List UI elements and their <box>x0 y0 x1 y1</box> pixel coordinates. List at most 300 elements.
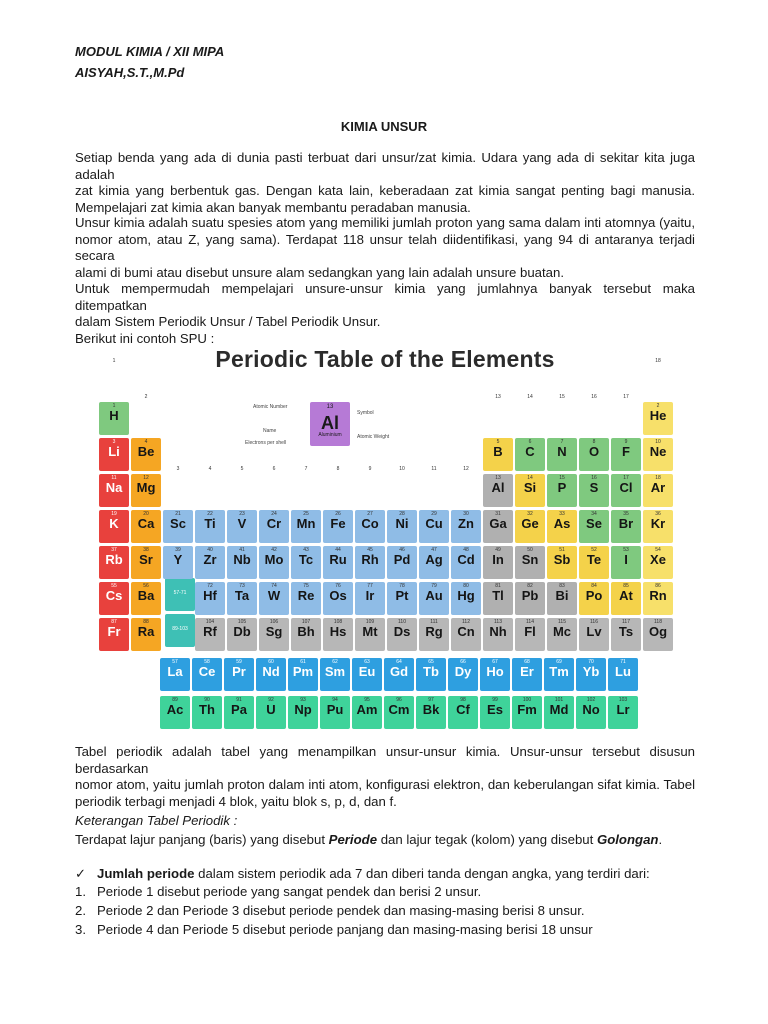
atomic-number: 105 <box>237 619 247 625</box>
lanthanide-cell <box>224 658 254 691</box>
legend-symbol: Al <box>321 413 339 433</box>
element-symbol: At <box>619 588 633 603</box>
element-cell <box>547 474 577 507</box>
element-cell <box>483 582 513 615</box>
element-symbol: La <box>167 664 183 679</box>
list-text: Periode 2 dan Periode 3 disebut periode pendek dan masing-masing berisi 8 unsur. <box>97 903 585 918</box>
atomic-number: 50 <box>527 547 533 553</box>
text-line: Setiap benda yang ada di dunia pasti terbuat dari unsur/zat kimia. Udara yang ada di sekitar kita juga adalah <box>75 150 695 182</box>
element-symbol: Sb <box>553 552 571 567</box>
atomic-number: 86 <box>655 583 661 589</box>
element-cell <box>131 474 161 507</box>
element-cell <box>579 438 609 471</box>
element-cell <box>99 474 129 507</box>
atomic-number: 96 <box>396 697 402 703</box>
element-cell <box>611 474 641 507</box>
group-number: 16 <box>591 394 597 400</box>
element-symbol: No <box>582 702 600 717</box>
element-symbol: Cs <box>105 588 123 603</box>
element-symbol: Rf <box>203 624 217 639</box>
atomic-number: 26 <box>335 511 341 517</box>
element-symbol: Lr <box>616 702 630 717</box>
atomic-number: 20 <box>143 511 149 517</box>
element-symbol: Os <box>329 588 347 603</box>
element-symbol: Pt <box>395 588 409 603</box>
element-symbol: H <box>109 408 119 423</box>
element-cell <box>387 510 417 543</box>
text-line: nomor atom, yaitu jumlah proton dalam inti atom, konfigurasi elektron, dan keberulangan sifat kimia. Tabel <box>75 777 695 792</box>
atomic-number: 43 <box>303 547 309 553</box>
lanthanide-cell <box>192 658 222 691</box>
element-symbol: Ce <box>198 664 216 679</box>
element-cell <box>227 582 257 615</box>
element-symbol: Pr <box>232 664 246 679</box>
atomic-number: 63 <box>364 659 370 665</box>
group-number: 11 <box>431 466 437 472</box>
atomic-number: 103 <box>618 697 628 703</box>
atomic-number: 61 <box>300 659 306 665</box>
element-symbol: Mc <box>552 624 572 639</box>
element-cell <box>419 510 449 543</box>
atomic-number: 16 <box>591 475 597 481</box>
text-span: dalam sistem periodik ada 7 dan diberi tanda dengan angka, yang terdiri dari: <box>194 866 650 881</box>
atomic-number: 81 <box>495 583 501 589</box>
atomic-number: 109 <box>365 619 375 625</box>
lanthanide-placeholder: 57-71 <box>165 578 195 611</box>
element-symbol: Cf <box>456 702 470 717</box>
group-number: 5 <box>240 466 244 472</box>
atomic-number: 111 <box>430 619 438 625</box>
element-symbol: As <box>553 516 571 531</box>
atomic-number: 9 <box>624 439 628 445</box>
element-cell <box>611 618 641 651</box>
text-line: Tabel periodik adalah tabel yang menampilkan unsur-unsur kimia. Unsur-unsur tersebut disusun berdasarkan <box>75 744 695 776</box>
atomic-number: 98 <box>460 697 466 703</box>
actinide-cell <box>160 696 190 729</box>
lanthanide-cell <box>288 658 318 691</box>
paragraph-spu <box>75 281 695 347</box>
atomic-number: 101 <box>554 697 564 703</box>
atomic-number: 76 <box>335 583 341 589</box>
atomic-number: 25 <box>303 511 309 517</box>
element-cell <box>451 618 481 651</box>
element-cell <box>547 510 577 543</box>
element-cell <box>99 402 129 435</box>
atomic-number: 52 <box>591 547 597 553</box>
atomic-number: 21 <box>175 511 181 517</box>
atomic-number: 13 <box>495 475 501 481</box>
element-cell <box>515 582 545 615</box>
atomic-number: 54 <box>655 547 661 553</box>
element-cell <box>419 618 449 651</box>
lanthanide-cell <box>544 658 574 691</box>
text-line: dalam Sistem Periodik Unsur / Tabel Periodik Unsur. <box>75 314 381 329</box>
atomic-number: 110 <box>398 619 406 625</box>
element-cell <box>643 474 673 507</box>
element-cell <box>419 546 449 579</box>
group-number: 10 <box>399 466 405 472</box>
element-symbol: Pa <box>231 702 247 717</box>
element-symbol: Gd <box>389 664 409 679</box>
atomic-number: 104 <box>205 619 215 625</box>
group-number: 14 <box>527 394 533 400</box>
element-cell <box>131 510 161 543</box>
element-symbol: N <box>557 444 567 459</box>
atomic-number: 73 <box>239 583 245 589</box>
element-symbol: Ne <box>649 444 667 459</box>
element-symbol: Rg <box>425 624 443 639</box>
author-name: AISYAH,S.T.,M.Pd <box>75 65 185 80</box>
checkmark-icon: ✓ <box>75 866 87 881</box>
element-cell <box>643 618 673 651</box>
element-symbol: Zn <box>458 516 474 531</box>
atomic-number: 56 <box>143 583 149 589</box>
element-symbol: Es <box>487 702 503 717</box>
periodic-table-figure <box>95 346 675 732</box>
text-line: Untuk mempermudah mempelajari unsure-unsur kimia yang jumlahnya banyak tersebut maka ditempatkan <box>75 281 695 313</box>
atomic-number: 49 <box>495 547 501 553</box>
text-line: Berikut ini contoh SPU : <box>75 330 215 346</box>
element-symbol: Er <box>520 664 534 679</box>
group-number: 9 <box>368 466 372 472</box>
text-line: zat kimia yang berbentuk gas. Dengan kata lain, keberadaan zat kimia sangat penting bagi manusia. <box>75 183 695 198</box>
element-cell <box>259 618 289 651</box>
element-symbol: Sn <box>521 552 539 567</box>
element-symbol: Ga <box>489 516 507 531</box>
element-symbol: P <box>557 480 567 495</box>
element-symbol: Re <box>297 588 315 603</box>
element-symbol: Tl <box>492 588 504 603</box>
actinide-placeholder: 89-103 <box>165 614 195 647</box>
atomic-number: 117 <box>622 619 630 625</box>
group-number: 3 <box>176 466 180 472</box>
element-symbol: Cm <box>388 702 410 717</box>
element-symbol: Fl <box>524 624 536 639</box>
element-cell <box>163 546 193 579</box>
atomic-number: 51 <box>559 547 565 553</box>
atomic-number: 32 <box>527 511 533 517</box>
list-text: Periode 1 disebut periode yang sangat pendek dan berisi 2 unsur. <box>97 884 482 899</box>
element-symbol: Ho <box>486 664 504 679</box>
element-cell <box>195 618 225 651</box>
atomic-number: 72 <box>207 583 213 589</box>
element-symbol: Rn <box>649 588 667 603</box>
element-symbol: Lv <box>586 624 602 639</box>
atomic-number: 38 <box>143 547 149 553</box>
atomic-number: 113 <box>494 619 502 625</box>
atomic-number: 84 <box>591 583 597 589</box>
element-cell <box>451 546 481 579</box>
atomic-number: 89 <box>172 697 178 703</box>
element-symbol: Am <box>356 702 378 717</box>
element-symbol: Hg <box>457 588 475 603</box>
group-number: 7 <box>304 466 308 472</box>
element-cell <box>611 438 641 471</box>
atomic-number: 62 <box>332 659 338 665</box>
actinide-cell <box>384 696 414 729</box>
element-symbol: Ra <box>137 624 155 639</box>
term-golongan: Golongan <box>596 832 659 847</box>
atomic-number: 22 <box>207 511 213 517</box>
element-symbol: Fr <box>107 624 121 639</box>
atomic-number: 34 <box>591 511 597 517</box>
element-symbol: Nd <box>262 664 280 679</box>
element-cell <box>579 582 609 615</box>
element-symbol: Tm <box>549 664 569 679</box>
group-number: 13 <box>495 394 501 400</box>
atomic-number: 75 <box>303 583 309 589</box>
element-symbol: Hs <box>329 624 347 639</box>
element-symbol: Si <box>523 480 537 495</box>
element-symbol: Cl <box>619 480 633 495</box>
element-cell <box>163 510 193 543</box>
atomic-number: 88 <box>143 619 149 625</box>
atomic-number: 42 <box>271 547 277 553</box>
element-cell <box>291 510 321 543</box>
term-periode: Periode <box>328 832 378 847</box>
atomic-number: 108 <box>333 619 343 625</box>
group-number: 2 <box>144 394 148 400</box>
element-cell <box>547 546 577 579</box>
atomic-number: 27 <box>367 511 373 517</box>
element-cell <box>579 510 609 543</box>
atomic-number: 58 <box>204 659 210 665</box>
actinide-cell <box>576 696 606 729</box>
lanthanide-cell <box>448 658 478 691</box>
element-cell <box>99 510 129 543</box>
element-symbol: Cr <box>266 516 282 531</box>
keterangan-heading: Keterangan Tabel Periodik : <box>75 813 238 828</box>
legend-number: 13 <box>326 404 334 410</box>
atomic-number: 116 <box>590 619 598 625</box>
element-cell <box>131 546 161 579</box>
element-cell <box>547 438 577 471</box>
group-number: 12 <box>463 466 469 472</box>
atomic-number: 36 <box>655 511 661 517</box>
actinide-cell <box>544 696 574 729</box>
element-symbol: Fe <box>330 516 346 531</box>
element-cell <box>419 582 449 615</box>
element-cell <box>579 474 609 507</box>
element-symbol: Pu <box>326 702 344 717</box>
element-symbol: Tc <box>298 552 314 567</box>
text-line: periodik terbagi menjadi 4 blok, yaitu blok s, p, d, dan f. <box>75 793 397 809</box>
element-symbol: Sr <box>139 552 153 567</box>
text-line: nomor atom, atau Z, yang sama). Terdapat 118 unsur telah diidentifikasi, yang 94 di antaranya terjadi secara <box>75 231 695 263</box>
atomic-number: 115 <box>558 619 566 625</box>
element-cell <box>643 510 673 543</box>
atomic-number: 19 <box>111 511 117 517</box>
element-symbol: S <box>589 480 599 495</box>
element-symbol: Ta <box>234 588 250 603</box>
atomic-number: 39 <box>175 547 181 553</box>
atomic-number: 67 <box>492 659 498 665</box>
atomic-number: 31 <box>495 511 501 517</box>
lanthanide-cell <box>608 658 638 691</box>
element-symbol: Bi <box>555 588 569 603</box>
atomic-number: 95 <box>364 697 370 703</box>
element-symbol: Mg <box>136 480 156 495</box>
lanthanide-cell <box>416 658 446 691</box>
atomic-number: 85 <box>623 583 629 589</box>
element-symbol: Cu <box>425 516 443 531</box>
atomic-number: 70 <box>588 659 594 665</box>
group-number: 15 <box>559 394 565 400</box>
element-symbol: Cd <box>457 552 475 567</box>
element-symbol: Nb <box>233 552 251 567</box>
element-symbol: Pm <box>292 664 314 679</box>
element-symbol: He <box>649 408 667 423</box>
element-symbol: B <box>493 444 503 459</box>
element-cell <box>611 510 641 543</box>
element-symbol: Au <box>425 588 443 603</box>
atomic-number: 78 <box>399 583 405 589</box>
element-cell <box>355 582 385 615</box>
element-cell <box>515 546 545 579</box>
element-cell <box>259 582 289 615</box>
element-cell <box>99 438 129 471</box>
atomic-number: 3 <box>112 439 116 445</box>
actinide-cell <box>192 696 222 729</box>
element-cell <box>291 546 321 579</box>
element-cell <box>99 618 129 651</box>
element-symbol: Np <box>294 702 312 717</box>
atomic-number: 59 <box>236 659 242 665</box>
actinide-cell <box>320 696 350 729</box>
element-symbol: Tb <box>423 664 439 679</box>
element-cell <box>323 510 353 543</box>
element-symbol: Rb <box>105 552 123 567</box>
element-symbol: O <box>588 444 600 459</box>
key-label: Atomic Weight <box>357 434 390 440</box>
key-label: Name <box>263 428 277 434</box>
atomic-number: 80 <box>463 583 469 589</box>
element-cell <box>547 582 577 615</box>
actinide-cell <box>256 696 286 729</box>
element-cell <box>355 546 385 579</box>
atomic-number: 106 <box>269 619 279 625</box>
actinide-cell <box>512 696 542 729</box>
element-cell <box>515 438 545 471</box>
atomic-number: 23 <box>239 511 245 517</box>
lanthanide-cell <box>160 658 190 691</box>
element-symbol: Sg <box>265 624 283 639</box>
group-number: 18 <box>655 358 661 364</box>
element-symbol: Ru <box>329 552 347 567</box>
atomic-number: 2 <box>656 403 660 409</box>
element-cell <box>355 618 385 651</box>
element-cell <box>643 438 673 471</box>
element-cell <box>195 546 225 579</box>
atomic-number: 66 <box>460 659 466 665</box>
atomic-number: 37 <box>111 547 117 553</box>
element-symbol: Be <box>137 444 155 459</box>
actinide-cell <box>416 696 446 729</box>
lanthanide-cell <box>480 658 510 691</box>
element-symbol: Rh <box>361 552 379 567</box>
element-symbol: Y <box>173 552 183 567</box>
element-symbol: Ts <box>618 624 634 639</box>
lanthanide-cell <box>512 658 542 691</box>
element-cell <box>259 546 289 579</box>
group-number: 4 <box>208 466 212 472</box>
atomic-number: 71 <box>620 659 626 665</box>
element-symbol: In <box>492 552 504 567</box>
element-cell <box>547 618 577 651</box>
element-cell <box>387 546 417 579</box>
element-cell <box>387 618 417 651</box>
lanthanide-cell <box>352 658 382 691</box>
element-symbol: W <box>267 588 281 603</box>
element-symbol: Ar <box>650 480 666 495</box>
actinide-cell <box>288 696 318 729</box>
element-symbol: Ba <box>137 588 155 603</box>
list-number: 3. <box>75 922 86 937</box>
section-title: KIMIA UNSUR <box>340 119 428 134</box>
text-line: Unsur kimia adalah suatu spesies atom yang memiliki jumlah proton yang sama dalam inti atomnya (yaitu, <box>75 215 695 230</box>
atomic-number: 15 <box>559 475 565 481</box>
element-symbol: Pb <box>521 588 539 603</box>
element-symbol: Bk <box>422 702 440 717</box>
element-cell <box>515 618 545 651</box>
atomic-number: 11 <box>111 475 117 481</box>
element-symbol: Po <box>585 588 603 603</box>
element-symbol: Nh <box>489 624 507 639</box>
lanthanide-cell <box>576 658 606 691</box>
element-cell <box>291 582 321 615</box>
group-number: 8 <box>336 466 340 472</box>
element-symbol: Eu <box>358 664 376 679</box>
element-cell <box>451 582 481 615</box>
key-label: Electrons per shell <box>245 440 287 446</box>
element-cell <box>323 546 353 579</box>
lanthanide-cell <box>320 658 350 691</box>
atomic-number: 87 <box>111 619 117 625</box>
atomic-number: 55 <box>111 583 117 589</box>
atomic-number: 5 <box>496 439 500 445</box>
actinide-cell <box>448 696 478 729</box>
atomic-number: 114 <box>526 619 534 625</box>
element-symbol: Ni <box>395 516 409 531</box>
element-symbol: Hf <box>203 588 217 603</box>
atomic-number: 65 <box>428 659 434 665</box>
atomic-number: 99 <box>492 697 498 703</box>
element-symbol: Mn <box>296 516 316 531</box>
element-cell <box>131 582 161 615</box>
element-symbol: Ca <box>137 516 155 531</box>
atomic-number: 30 <box>463 511 469 517</box>
element-cell <box>99 582 129 615</box>
element-symbol: Lu <box>615 664 631 679</box>
paragraph-intro <box>75 150 695 216</box>
element-cell <box>99 546 129 579</box>
element-cell <box>195 582 225 615</box>
element-cell <box>483 618 513 651</box>
element-symbol: I <box>624 552 628 567</box>
atomic-number: 44 <box>335 547 341 553</box>
atomic-number: 12 <box>143 475 149 481</box>
atomic-number: 6 <box>528 439 532 445</box>
atomic-number: 14 <box>527 475 533 481</box>
paragraph-periodic-table <box>75 744 695 810</box>
figure-heading: Periodic Table of the Elements <box>215 346 555 372</box>
actinide-cell <box>608 696 638 729</box>
atomic-number: 97 <box>428 697 434 703</box>
actinide-cell <box>224 696 254 729</box>
element-cell <box>611 582 641 615</box>
element-cell <box>483 510 513 543</box>
group-number: 17 <box>623 394 629 400</box>
